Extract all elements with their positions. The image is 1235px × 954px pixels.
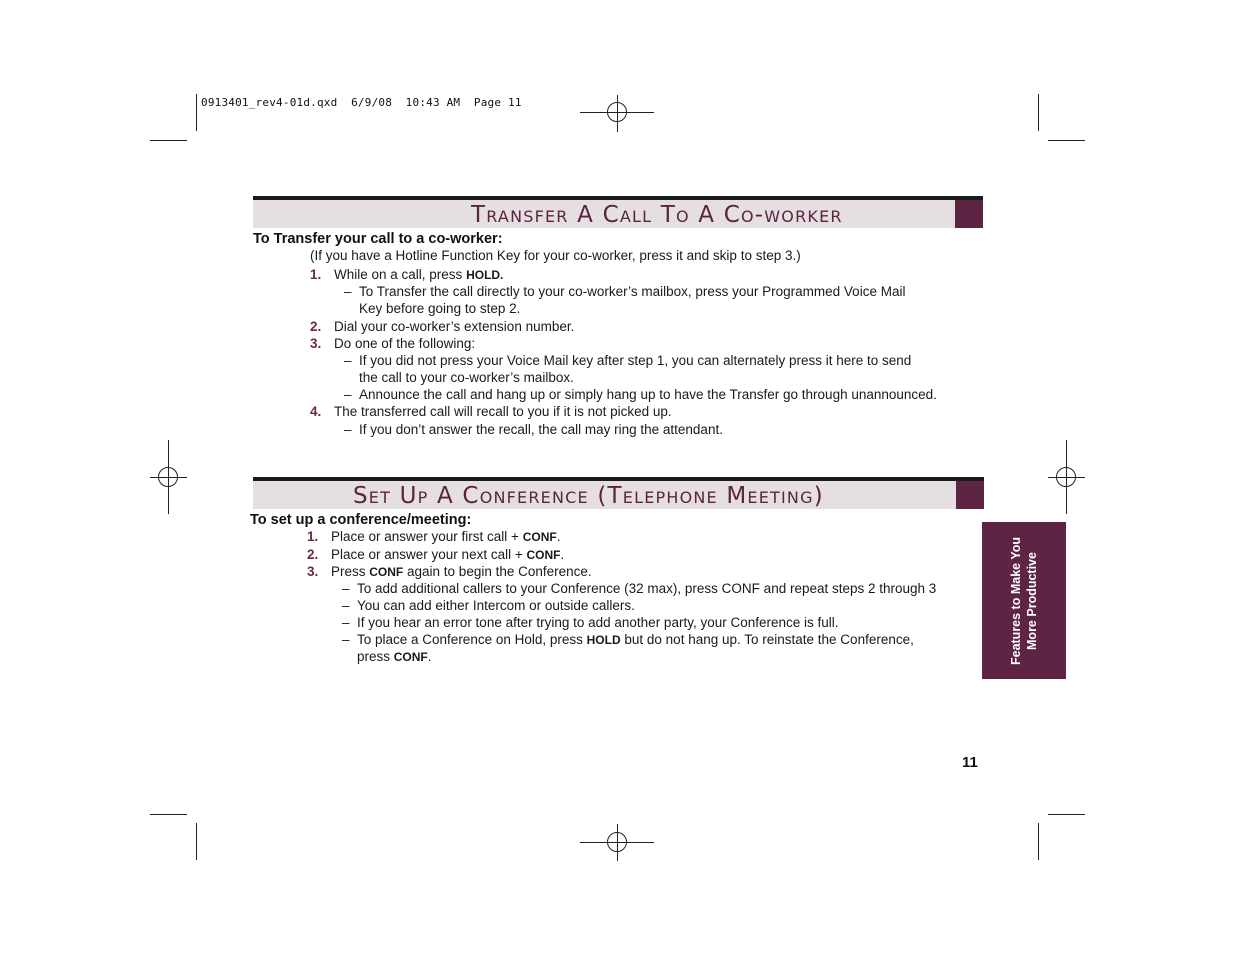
dash: – — [342, 615, 350, 630]
transfer-step-4 — [310, 404, 672, 419]
sub-text: press — [357, 649, 394, 664]
chapter-side-tab — [982, 522, 1066, 679]
conference-step-1 — [307, 529, 560, 544]
transfer-step-3 — [310, 336, 475, 351]
step-text: Do one of the following: — [334, 336, 476, 351]
crop-mark — [196, 823, 197, 860]
crop-mark — [1048, 814, 1085, 815]
sub-text: You can add either Intercom or outside callers. — [357, 598, 635, 613]
crop-mark — [1038, 823, 1039, 860]
step-number: 3. — [307, 564, 319, 579]
transfer-step-4-sub — [344, 422, 723, 437]
step-text: While on a call, press — [334, 267, 467, 282]
sub-text: If you hear an error tone after trying to add another party, your Conference is full. — [357, 615, 839, 630]
dash: – — [344, 387, 352, 402]
transfer-step-1-sub — [344, 284, 905, 299]
sub-text: To place a Conference on Hold, press — [357, 632, 587, 647]
conference-sub-4 — [342, 632, 914, 647]
chapter-side-tab-label — [1008, 536, 1040, 664]
dash: – — [344, 353, 352, 368]
conference-step-2 — [307, 547, 564, 562]
step-number: 2. — [307, 547, 319, 562]
period: . — [427, 649, 432, 664]
dash: – — [342, 632, 350, 647]
sub-text: If you don’t answer the recall, the call may ring the attendant. — [359, 422, 723, 437]
registration-line — [617, 824, 618, 861]
step-text: Place or answer your next call + — [331, 547, 527, 562]
transfer-step-3-sub-2 — [344, 387, 937, 402]
file-slug: 0913401_rev4-01d.qxd 6/9/08 10:43 AM Page 11 — [201, 96, 522, 109]
crop-mark — [150, 140, 187, 141]
dash: – — [344, 422, 352, 437]
sub-text: If you did not press your Voice Mail key after step 1, you can alternately press it here to send — [359, 353, 912, 368]
transfer-intro: (If you have a Hotline Function Key for your co-worker, press it and skip to step 3.) — [310, 248, 801, 263]
transfer-step-3-sub-1 — [344, 353, 911, 368]
sub-text: but do not hang up. To reinstate the Conference, — [620, 632, 914, 647]
hold-key-label: HOLD. — [466, 268, 504, 282]
step-text: Dial your co-worker’s extension number. — [334, 319, 575, 334]
step-text: Press — [331, 564, 370, 579]
header-accent-block — [955, 200, 983, 228]
step-number: 1. — [310, 267, 322, 282]
transfer-step-1 — [310, 267, 503, 282]
transfer-section-header — [253, 196, 983, 228]
step-text: again to begin the Conference. — [403, 564, 592, 579]
crop-mark — [1048, 140, 1085, 141]
transfer-section-title: Transfer A Call To A Co-worker — [471, 202, 843, 228]
step-number: 3. — [310, 336, 322, 351]
crop-mark — [196, 94, 197, 131]
conf-key-label: CONF — [393, 650, 428, 664]
dash: – — [342, 581, 350, 596]
dash: – — [342, 598, 350, 613]
registration-line — [1066, 440, 1067, 514]
conf-key-label: CONF — [526, 548, 561, 562]
conference-section-title: Set Up A Conference (Telephone Meeting) — [353, 483, 824, 509]
side-tab-line-1: Features to Make You — [1009, 536, 1023, 665]
conference-step-3 — [307, 564, 592, 579]
dash: – — [344, 284, 352, 299]
conference-sub-2 — [342, 598, 635, 613]
registration-line — [617, 95, 618, 132]
hold-key-label: HOLD — [586, 633, 621, 647]
step-number: 2. — [310, 319, 322, 334]
conference-sub-1 — [342, 581, 936, 596]
transfer-step-3-sub-1-cont: the call to your co-worker’s mailbox. — [359, 370, 574, 385]
period: . — [560, 547, 565, 562]
transfer-subheading: To Transfer your call to a co-worker: — [253, 231, 503, 247]
conference-subheading: To set up a conference/meeting: — [250, 512, 472, 528]
crop-mark — [1038, 94, 1039, 131]
period: . — [556, 529, 561, 544]
registration-line — [168, 440, 169, 514]
conference-sub-3 — [342, 615, 839, 630]
sub-text: Announce the call and hang up or simply hang up to have the Transfer go through unannounced. — [359, 387, 937, 402]
transfer-step-1-sub-cont: Key before going to step 2. — [359, 301, 521, 316]
transfer-step-2 — [310, 319, 574, 334]
sub-text: To add additional callers to your Conference (32 max), press CONF and repeat steps 2 through 3 — [357, 581, 937, 596]
step-number: 1. — [307, 529, 319, 544]
conf-key-label: CONF — [369, 565, 404, 579]
crop-mark — [150, 814, 187, 815]
sub-text: To Transfer the call directly to your co-worker’s mailbox, press your Programmed Voice Mail — [359, 284, 906, 299]
conference-sub-4-cont — [357, 649, 432, 664]
header-accent-block — [956, 481, 984, 509]
side-tab-line-2: More Productive — [1025, 551, 1039, 650]
conf-key-label: CONF — [522, 530, 557, 544]
step-text: Place or answer your first call + — [331, 529, 523, 544]
page-number: 11 — [962, 754, 978, 771]
step-text: The transferred call will recall to you if it is not picked up. — [334, 404, 672, 419]
step-number: 4. — [310, 404, 322, 419]
conference-section-header — [253, 477, 984, 509]
